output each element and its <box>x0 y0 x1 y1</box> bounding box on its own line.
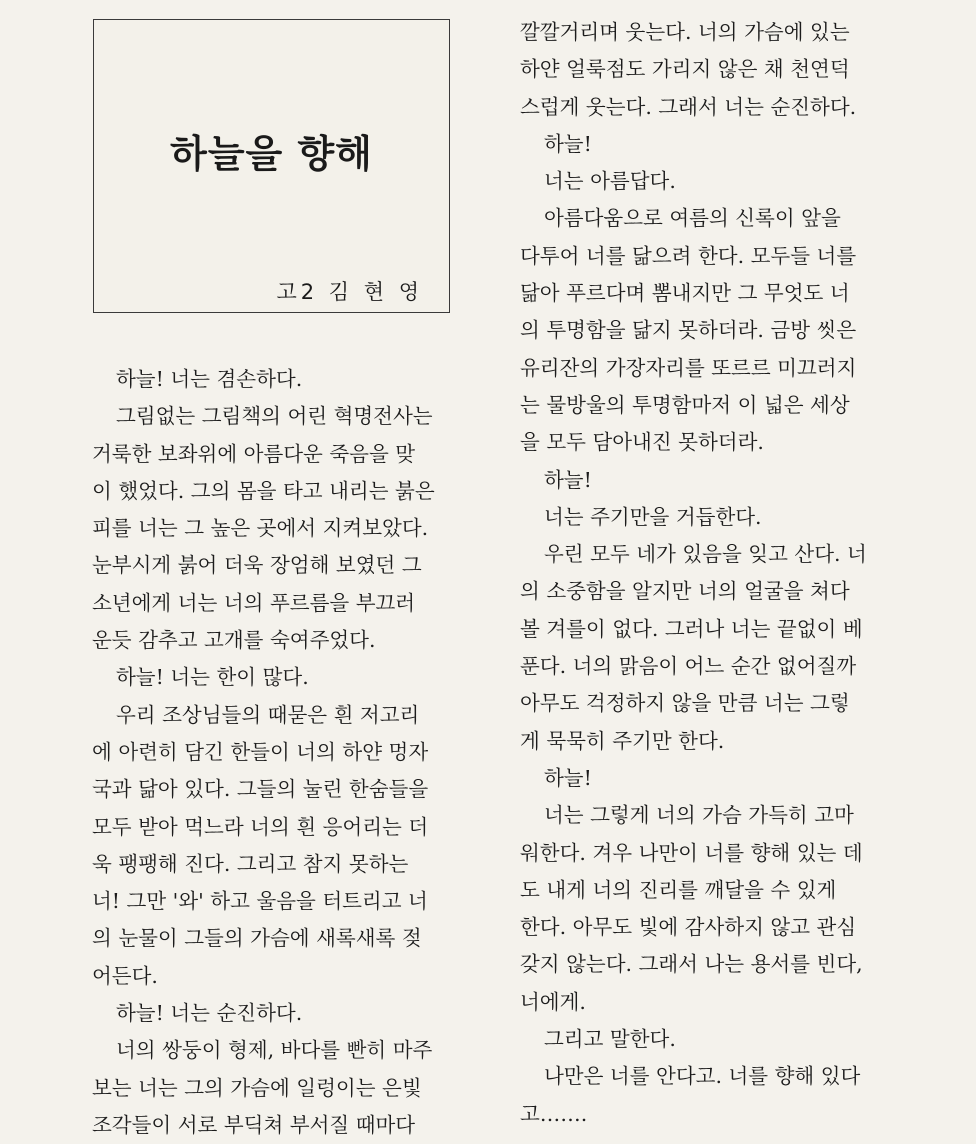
text-line: 너는 그렇게 너의 가슴 가득히 고마 <box>544 803 854 828</box>
text-line: 하늘! <box>544 131 592 156</box>
text-line: 너의 쌍둥이 형제, 바다를 빤히 마주 <box>116 1038 433 1063</box>
text-line: 우리 조상님들의 때묻은 흰 저고리 <box>116 702 420 727</box>
text-line: 거룩한 보좌위에 아름다운 죽음을 맞 <box>92 441 416 466</box>
text-line: 이 했었다. 그의 몸을 타고 내리는 붉은 <box>92 478 435 503</box>
text-line: 다투어 너를 닮으려 한다. 모두들 너를 <box>520 243 857 268</box>
text-line: 욱 팽팽해 진다. 그리고 참지 못하는 <box>92 851 409 876</box>
text-line: 하얀 얼룩점도 가리지 않은 채 천연덕 <box>520 57 850 82</box>
text-line: 그림없는 그림책의 어린 혁명전사는 <box>116 404 433 429</box>
text-line: 운듯 감추고 고개를 숙여주었다. <box>92 628 376 653</box>
text-line: 하늘! 너는 순진하다. <box>116 1001 303 1026</box>
text-line: 너는 아름답다. <box>544 169 676 194</box>
text-line: 하늘! <box>544 765 592 790</box>
text-line: 스럽게 웃는다. 그래서 너는 순진하다. <box>520 94 857 119</box>
title-box <box>93 19 450 313</box>
text-line: 깔깔거리며 웃는다. 너의 가슴에 있는 <box>520 20 850 44</box>
text-line: 닮아 푸르다며 뽐내지만 그 무엇도 너 <box>520 281 850 306</box>
text-line: 우린 모두 네가 있음을 잊고 산다. 너 <box>544 542 867 567</box>
text-line: 한다. 아무도 빛에 감사하지 않고 관심 <box>520 915 857 940</box>
text-line: 을 모두 담아내진 못하더라. <box>520 430 764 455</box>
text-line: 국과 닮아 있다. 그들의 눌린 한숨들을 <box>92 777 429 802</box>
text-line: 아무도 걱정하지 않을 만큼 너는 그렇 <box>520 691 850 716</box>
text-line: 유리잔의 가장자리를 또르르 미끄러지 <box>520 355 857 380</box>
text-line: 조각들이 서로 부딕쳐 부서질 때마다 <box>92 1112 416 1137</box>
text-line: 피를 너는 그 높은 곳에서 지켜보았다. <box>92 516 429 541</box>
right-column <box>520 14 890 1133</box>
text-line: 모두 받아 먹느라 너의 흰 응어리는 더 <box>92 814 429 839</box>
text-line: 갖지 않는다. 그래서 나는 용서를 빈다, <box>520 952 863 977</box>
text-line: 의 소중함을 알지만 너의 얼굴을 쳐다 <box>520 579 850 604</box>
text-line: 하늘! 너는 한이 많다. <box>116 665 309 690</box>
text-line: 의 눈물이 그들의 가슴에 새록새록 젖 <box>92 926 422 951</box>
page-title: 하늘을 향해 <box>170 132 373 176</box>
text-line: 의 투명함을 닮지 못하더라. 금방 씻은 <box>520 318 857 343</box>
text-line: 고……. <box>520 1101 588 1126</box>
text-line: 아름다움으로 여름의 신록이 앞을 <box>544 206 841 231</box>
text-line: 보는 너는 그의 가슴에 일렁이는 은빛 <box>92 1075 422 1100</box>
text-line: 나만은 너를 안다고. 너를 향해 있다 <box>544 1064 861 1089</box>
text-line: 워한다. 겨우 나만이 너를 향해 있는 데 <box>520 840 863 865</box>
text-line: 하늘! 너는 겸손하다. <box>116 367 303 391</box>
text-line: 는 물방울의 투명함마저 이 넓은 세상 <box>520 392 850 417</box>
text-line: 어든다. <box>92 963 158 988</box>
author-byline: 고2 김 현 영 <box>276 280 423 304</box>
left-column <box>92 361 472 1144</box>
text-line: 도 내게 너의 진리를 깨달을 수 있게 <box>520 877 837 902</box>
text-line: 너! 그만 '와' 하고 울음을 터트리고 너 <box>92 889 428 914</box>
text-line: 에 아련히 담긴 한들이 너의 하얀 멍자 <box>92 739 429 764</box>
text-line: 게 묵묵히 주기만 한다. <box>520 728 725 753</box>
text-line: 너에게. <box>520 989 586 1014</box>
text-line: 볼 겨를이 없다. 그러나 너는 끝없이 베 <box>520 616 863 641</box>
text-line: 너는 주기만을 거듭한다. <box>544 504 762 529</box>
text-line: 눈부시게 붉어 더욱 장엄해 보였던 그 <box>92 553 422 578</box>
text-line: 푼다. 너의 맑음이 어느 순간 없어질까 <box>520 654 857 679</box>
text-line: 하늘! <box>544 467 592 492</box>
text-line: 그리고 말한다. <box>544 1027 676 1052</box>
text-line: 소년에게 너는 너의 푸르름을 부끄러 <box>92 590 416 615</box>
